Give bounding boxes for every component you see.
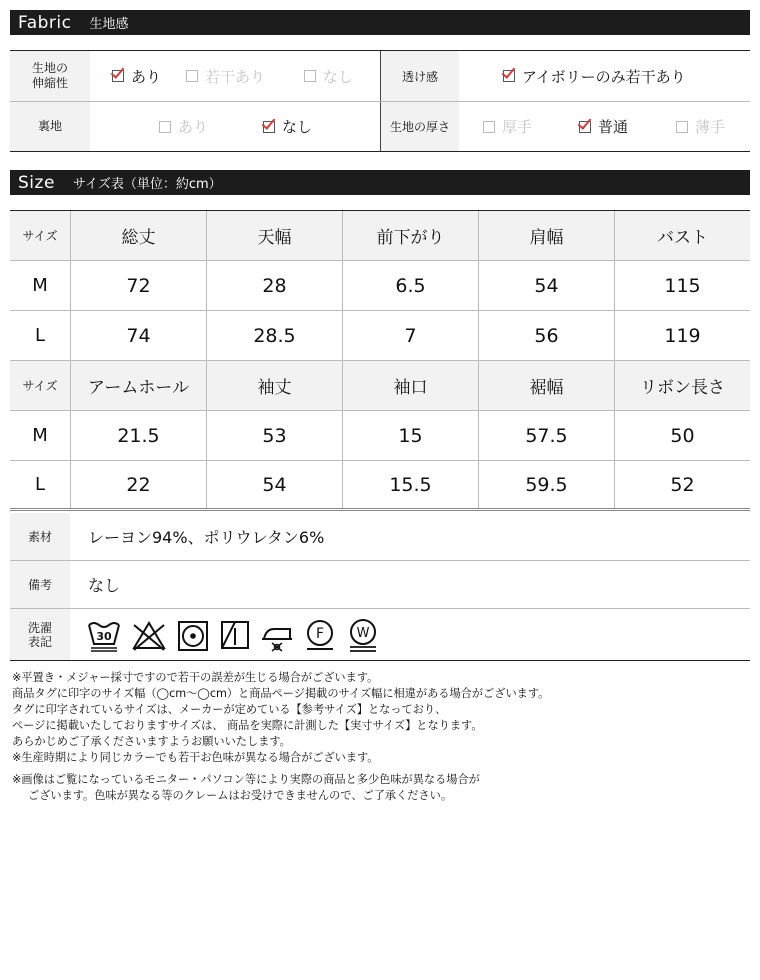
note-line: ございます。色味が異なる等のクレームはお受けできませんので、ご了承ください。 [28, 789, 453, 802]
note-line: あらかじめご了承くださいますようお願いいたします。 [12, 735, 291, 748]
table-cell: 22 [70, 461, 206, 508]
stretch-label: 生地の 伸縮性 [10, 51, 90, 101]
svg-text:W: W [356, 625, 370, 641]
table-cell: 28.5 [206, 311, 342, 360]
material-row [10, 513, 750, 561]
svg-text:30: 30 [96, 629, 112, 643]
checkbox-checked-icon [579, 121, 591, 133]
notes [12, 670, 752, 804]
size-header-row [10, 211, 750, 261]
note-line: ※画像はご覧になっているモニター・パソコン等により実際の商品と多少色味が異なる場合が [12, 773, 480, 786]
size-label: M [32, 425, 48, 446]
size-label: L [34, 474, 46, 495]
lining-label: 裏地 [10, 102, 90, 151]
table-cell: 15 [342, 411, 478, 460]
care-row [10, 609, 750, 661]
table-cell: 59.5 [478, 461, 614, 508]
header-cell: アームホール [70, 361, 206, 410]
stretch-option-yes[interactable]: あり [112, 66, 186, 87]
table-cell: 54 [478, 261, 614, 310]
remarks-row [10, 561, 750, 609]
table-cell: 21.5 [70, 411, 206, 460]
iron-low-icon [260, 617, 294, 653]
table-cell: 28 [206, 261, 342, 310]
svg-text:F: F [315, 625, 325, 642]
size-label: L [34, 325, 46, 346]
header-cell: 袖丈 [206, 361, 342, 410]
material-label: 素材 [10, 513, 70, 560]
header-cell: 天幅 [206, 211, 342, 260]
table-cell: 115 [614, 261, 750, 310]
header-cell: サイズ [10, 361, 70, 410]
checkbox-icon [483, 121, 495, 133]
stretch-option-none[interactable]: なし [304, 66, 353, 87]
checkbox-checked-icon [263, 121, 275, 133]
header-cell: 袖口 [342, 361, 478, 410]
size-title-jp: サイズ表（単位：約cm） [72, 177, 222, 192]
header-cell: 裾幅 [478, 361, 614, 410]
table-cell: 52 [614, 461, 750, 508]
size-label: M [32, 275, 48, 296]
fabric-table [10, 50, 750, 152]
thickness-option-thick[interactable]: 厚手 [483, 116, 579, 137]
table-cell: 54 [206, 461, 342, 508]
size-title-en: Size [18, 172, 55, 193]
size-table [10, 210, 750, 511]
header-cell: バスト [614, 211, 750, 260]
table-row [10, 261, 750, 311]
checkbox-icon [676, 121, 688, 133]
wet-clean-icon [346, 618, 380, 652]
checkbox-icon [186, 70, 198, 82]
table-cell: 53 [206, 411, 342, 460]
table-cell: 57.5 [478, 411, 614, 460]
table-cell: 6.5 [342, 261, 478, 310]
table-row [10, 311, 750, 361]
lining-option-no[interactable]: なし [263, 116, 312, 137]
note-line: ページに掲載いたしておりますサイズは、 商品を実際に計測した【実寸サイズ】となります。 [12, 719, 483, 732]
table-cell: 74 [70, 311, 206, 360]
stretch-option-slight[interactable]: 若干あり [186, 66, 304, 87]
fabric-title-en: Fabric [18, 12, 72, 33]
no-bleach-icon [131, 617, 167, 653]
table-cell: 119 [614, 311, 750, 360]
note-line: ※生産時期により同じカラーでも若干お色味が異なる場合がございます。 [12, 751, 379, 764]
product-info-table [10, 513, 750, 661]
thickness-label: 生地の厚さ [381, 102, 459, 151]
material-value: レーヨン94%、ポリウレタン6% [88, 528, 325, 547]
header-cell: 前下がり [342, 211, 478, 260]
checkbox-icon [304, 70, 316, 82]
checkbox-checked-icon [112, 70, 124, 82]
note-line: タグに印字されているサイズは、メーカーが定めている【参考サイズ】となっており、 [12, 703, 447, 716]
size-header-row [10, 361, 750, 411]
header-cell: 総丈 [70, 211, 206, 260]
table-cell: 50 [614, 411, 750, 460]
header-cell: サイズ [10, 211, 70, 260]
size-section-header [10, 170, 750, 195]
thickness-option-thin[interactable]: 薄手 [676, 116, 725, 137]
checkbox-icon [159, 121, 171, 133]
checkbox-checked-icon [503, 70, 515, 82]
fabric-title-jp: 生地感 [89, 17, 129, 32]
care-label: 洗濯 表記 [10, 609, 70, 660]
tumble-dry-icon [176, 618, 210, 652]
remarks-value: なし [88, 576, 121, 595]
remarks-label: 備考 [10, 561, 70, 608]
note-line: 商品タグに印字のサイズ幅（◯cm〜◯cm）と商品ページ掲載のサイズ幅に相違がある場合がございます。 [12, 687, 550, 700]
care-symbols [70, 609, 380, 660]
line-dry-shade-icon [219, 618, 251, 652]
table-row [10, 461, 750, 511]
table-cell: 15.5 [342, 461, 478, 508]
table-row [10, 411, 750, 461]
table-cell: 7 [342, 311, 478, 360]
fabric-row-stretch [10, 51, 750, 101]
sheer-option[interactable]: アイボリーのみ若干あり [503, 66, 686, 87]
sheer-label: 透け感 [381, 51, 459, 101]
fabric-section-header [10, 10, 750, 35]
lining-option-yes[interactable]: あり [159, 116, 263, 137]
dryclean-f-icon [303, 618, 337, 652]
table-cell: 72 [70, 261, 206, 310]
wash-30-icon [86, 617, 122, 653]
header-cell: 肩幅 [478, 211, 614, 260]
thickness-option-normal[interactable]: 普通 [579, 116, 676, 137]
table-cell: 56 [478, 311, 614, 360]
note-line: ※平置き・メジャー採寸ですので若干の誤差が生じる場合がございます。 [12, 671, 379, 684]
fabric-row-lining [10, 101, 750, 151]
header-cell: リボン長さ [614, 361, 750, 410]
